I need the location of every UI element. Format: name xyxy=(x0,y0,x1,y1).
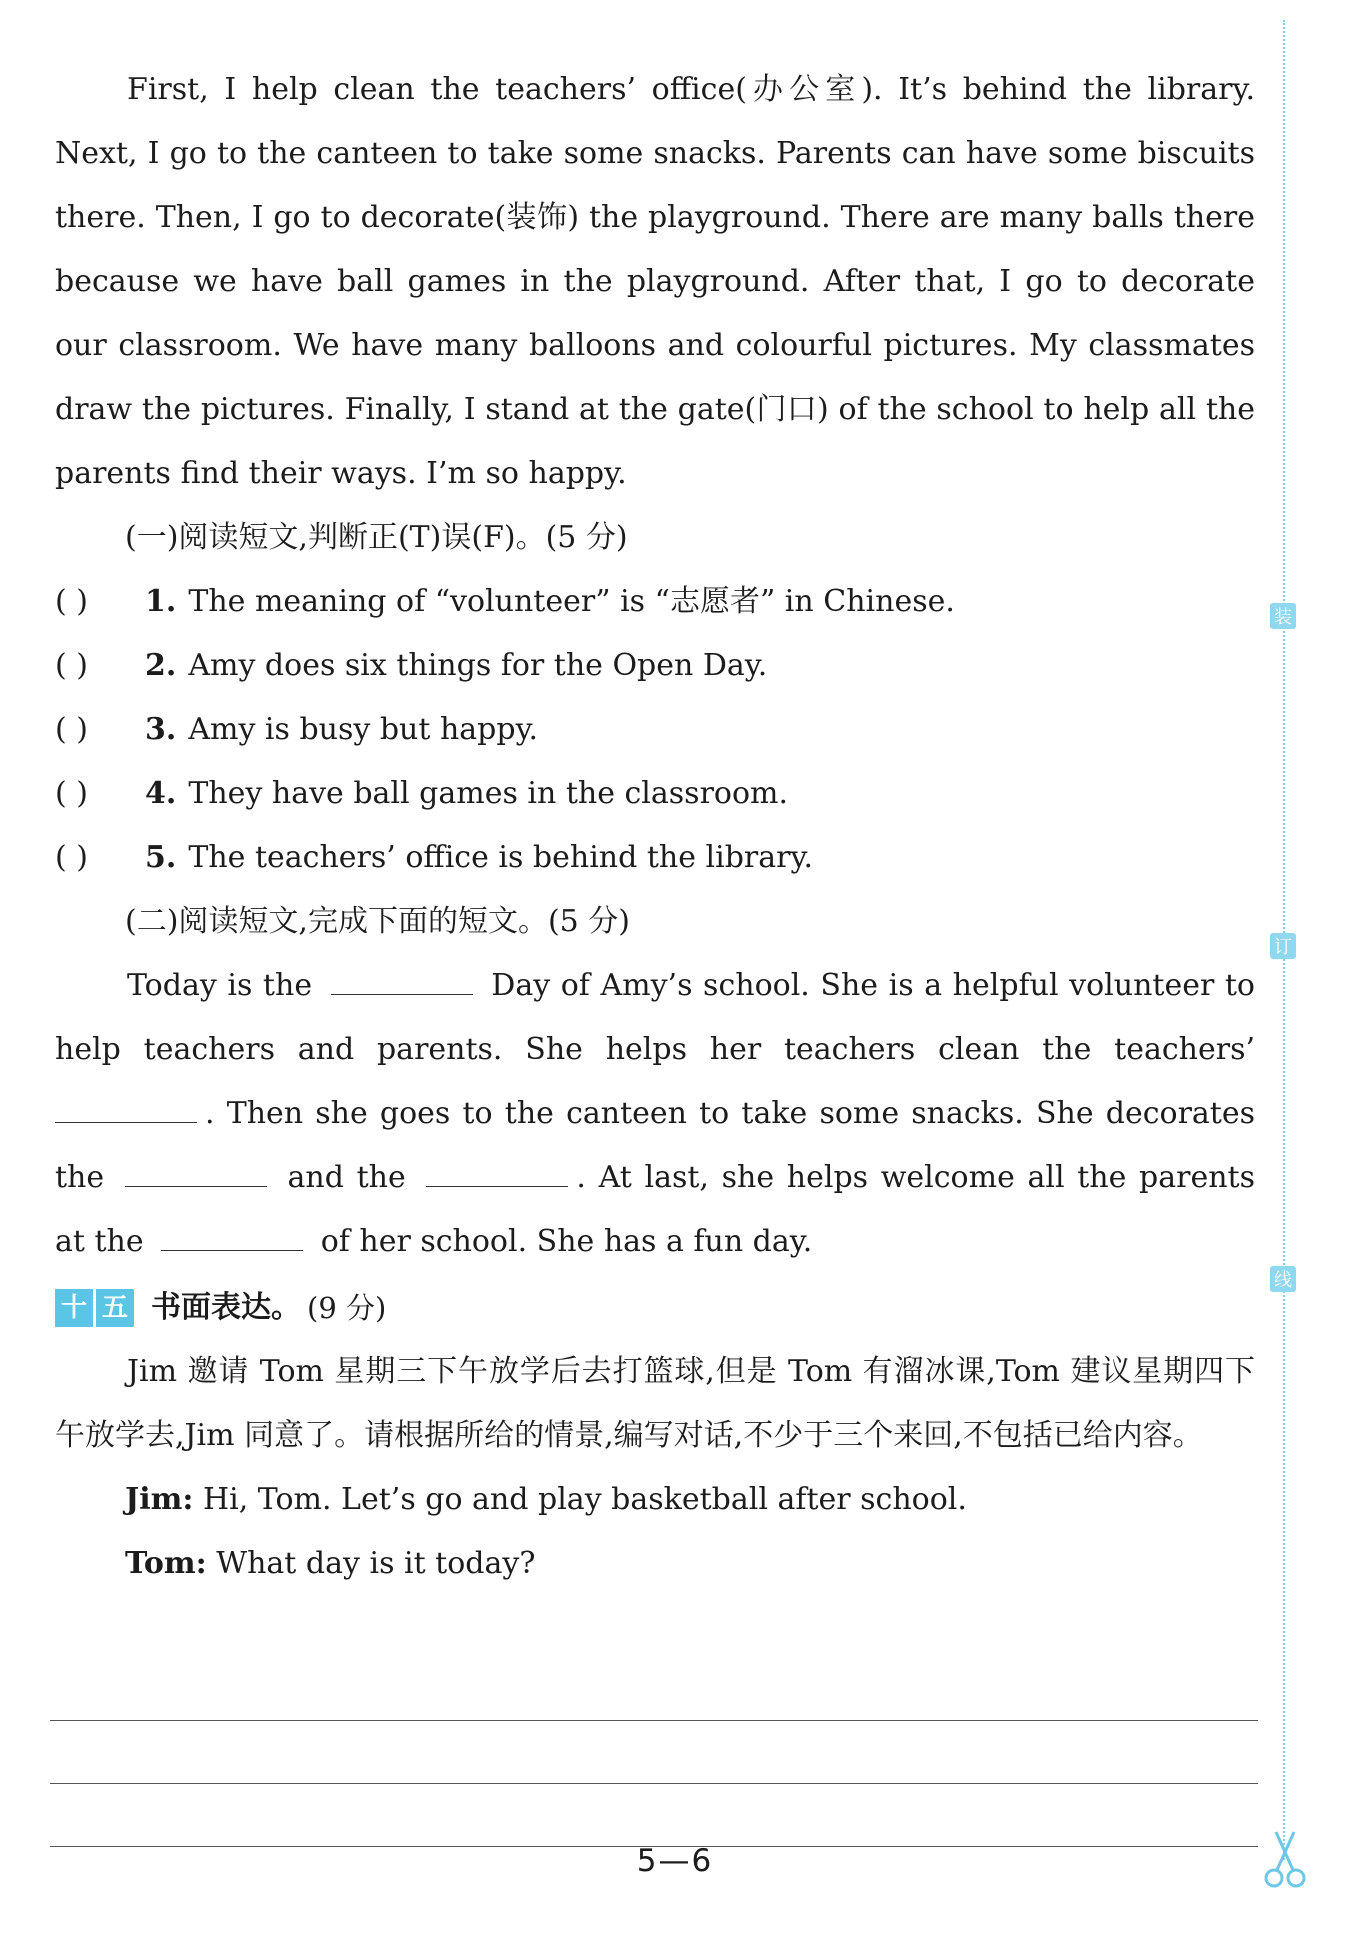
cloze-text: Day of Amy’s school. She is a helpful volunteer to help teachers and parents. She helps her teachers clean the teachers’ xyxy=(55,968,1255,1067)
section-score: (9 分) xyxy=(307,1291,387,1325)
cloze-text: of her school. She has a fun day. xyxy=(320,1224,813,1259)
binding-tag: 装 xyxy=(1270,603,1296,629)
dialog-text: What day is it today? xyxy=(216,1546,536,1581)
badge-char: 十 xyxy=(55,1289,93,1327)
answer-bracket[interactable]: ( ) xyxy=(55,648,88,683)
cloze-blank-2[interactable] xyxy=(55,1087,197,1123)
question-text: The meaning of “volunteer” is “志愿者” in Chinese. xyxy=(188,584,955,619)
question-text: They have ball games in the classroom. xyxy=(188,776,789,811)
answer-bracket[interactable]: ( ) xyxy=(55,776,88,811)
cloze-blank-5[interactable] xyxy=(161,1215,303,1251)
question-text: Amy is busy but happy. xyxy=(188,712,539,747)
scissors-icon xyxy=(1262,1830,1308,1890)
dialog-line-2 xyxy=(55,1532,1255,1596)
tf-question-1 xyxy=(55,570,1255,634)
cloze-blank-4[interactable] xyxy=(426,1151,568,1187)
badge-char: 五 xyxy=(96,1289,134,1327)
tf-question-4 xyxy=(55,762,1255,826)
cloze-summary xyxy=(55,954,1255,1274)
binding-tag: 线 xyxy=(1270,1266,1296,1292)
question-number: 2. xyxy=(145,648,177,683)
question-number: 5. xyxy=(145,840,177,875)
speaker-label: Tom: xyxy=(125,1546,207,1581)
cloze-text: . Then she goes to the canteen to take some snacks. She decorates the xyxy=(55,1096,1255,1195)
binding-tag: 订 xyxy=(1270,933,1296,959)
reading-passage: First, I help clean the teachers’ office(办公室). It’s behind the library. Next, I go to the canteen to take some snacks. Parents can have some biscuits there. Then, I go to decorate(装饰) the playground. There are many balls there because we have ball games in the playground. After that, I go to decorate our classroom. We have many balloons and colourful pictures. My classmates draw the pictures. Finally, I stand at the gate(门口) of the school to help all the parents find their ways. I’m so happy. xyxy=(55,72,1255,491)
cloze-blank-1[interactable] xyxy=(331,959,473,995)
question-text: The teachers’ office is behind the library. xyxy=(188,840,813,875)
answer-bracket[interactable]: ( ) xyxy=(55,840,88,875)
answer-bracket[interactable]: ( ) xyxy=(55,584,88,619)
dialog-text: Hi, Tom. Let’s go and play basketball after school. xyxy=(202,1482,967,1517)
tf-question-5 xyxy=(55,826,1255,890)
question-text: Amy does six things for the Open Day. xyxy=(188,648,768,683)
speaker-label: Jim: xyxy=(125,1482,194,1517)
writing-line[interactable] xyxy=(50,1720,1258,1721)
cloze-text: and the xyxy=(287,1160,406,1195)
content-area xyxy=(55,58,1255,1596)
true-false-list xyxy=(55,570,1255,890)
section-number-badge xyxy=(55,1289,137,1327)
question-number: 1. xyxy=(145,584,177,619)
part2-heading: (二)阅读短文,完成下面的短文。(5 分) xyxy=(125,904,630,939)
section-title: 书面表达。 xyxy=(151,1290,301,1325)
writing-line[interactable] xyxy=(50,1783,1258,1784)
answer-bracket[interactable]: ( ) xyxy=(55,712,88,747)
cloze-text: . At last, she helps welcome all the parents at the xyxy=(55,1160,1256,1259)
section-15-header xyxy=(55,1276,1255,1340)
question-number: 3. xyxy=(145,712,177,747)
cloze-blank-3[interactable] xyxy=(125,1151,267,1187)
part1-heading: (一)阅读短文,判断正(T)误(F)。(5 分) xyxy=(125,520,628,555)
writing-instruction: Jim 邀请 Tom 星期三下午放学后去打篮球,但是 Tom 有溜冰课,Tom 建议星期四下午放学去,Jim 同意了。请根据所给的情景,编写对话,不少于三个来回,不包括已给内容。 xyxy=(55,1354,1255,1453)
dialog-line-1 xyxy=(55,1468,1255,1532)
question-number: 4. xyxy=(145,776,177,811)
cloze-text: Today is the xyxy=(127,968,313,1003)
tf-question-2 xyxy=(55,634,1255,698)
page-number: 5—6 xyxy=(636,1843,714,1879)
tf-question-3 xyxy=(55,698,1255,762)
